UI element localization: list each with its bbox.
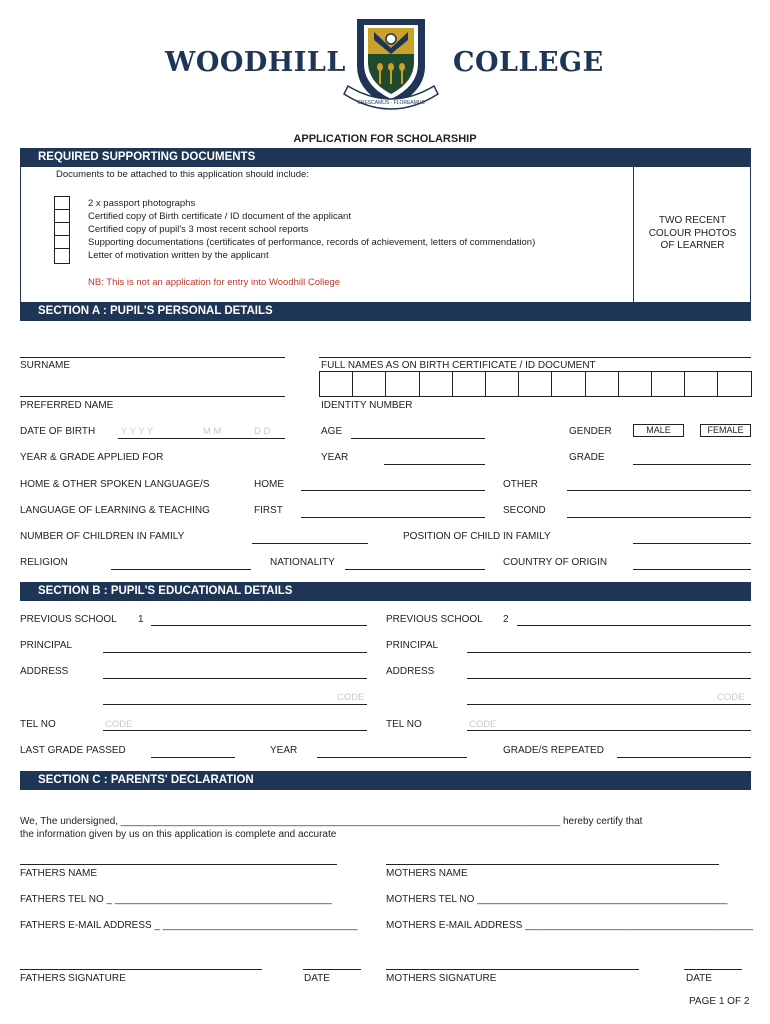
surname-label: SURNAME [20,360,71,371]
principal-2-label: PRINCIPAL [386,640,439,651]
mothers-date-line[interactable] [684,969,742,970]
tel-1-label: TEL NO [20,719,56,730]
last-grade-year-label: YEAR [270,745,298,756]
identity-number-cell[interactable] [352,371,386,397]
address-2-line-2[interactable] [467,704,751,705]
preferred-name-line[interactable] [20,396,285,397]
mothers-signature-label: MOTHERS SIGNATURE [386,973,497,984]
fathers-name-label: FATHERS NAME [20,868,98,879]
previous-school-1-number: 1 [138,614,144,625]
last-grade-year-line[interactable] [317,757,467,758]
home-label: HOME [254,479,284,490]
identity-number-cell[interactable] [717,371,751,397]
last-grade-label: LAST GRADE PASSED [20,745,126,756]
identity-number-cell[interactable] [618,371,652,397]
photos-label-line-3: OF LEARNER [660,240,725,251]
brand-name-left: WOODHILL [165,47,346,78]
declaration-text: We, The undersigned, _______________________________________________________________________________ hereby certify that [20,816,643,827]
mothers-tel-field[interactable]: MOTHERS TEL NO _____________________________________________ [386,894,728,905]
dob-line[interactable] [118,438,285,439]
address-2-line[interactable] [467,678,751,679]
checkbox-motivation-letter[interactable] [54,248,70,264]
identity-number-cell[interactable] [419,371,453,397]
brand-name-right: COLLEGE [453,47,604,78]
mothers-signature-line[interactable] [386,969,639,970]
gender-male-option[interactable]: MALE [633,424,684,437]
address-1-line-2[interactable] [103,704,367,705]
mothers-email-field[interactable]: MOTHERS E-MAIL ADDRESS _________________________________________ [386,920,754,931]
grade-label: GRADE [569,452,605,463]
college-crest-logo [336,14,446,118]
fathers-date-label: DATE [304,973,330,984]
fathers-name-line[interactable] [20,864,337,865]
identity-number-cell[interactable] [319,371,353,397]
section-header-documents: REQUIRED SUPPORTING DOCUMENTS [20,148,751,167]
first-language-line[interactable] [301,517,485,518]
fathers-tel-field[interactable]: FATHERS TEL NO _ _______________________________________ [20,894,332,905]
fathers-email-field[interactable]: FATHERS E-MAIL ADDRESS _ ___________________________________ [20,920,358,931]
tel-1-line[interactable] [103,730,367,731]
principal-1-label: PRINCIPAL [20,640,73,651]
fathers-date-line[interactable] [303,969,361,970]
previous-school-2-number: 2 [503,614,509,625]
page-number: PAGE 1 OF 2 [689,996,750,1007]
tel-2-label: TEL NO [386,719,422,730]
declaration-text-2: the information given by us on this application is complete and accurate [20,829,337,840]
identity-number-cell[interactable] [585,371,619,397]
checkbox-school-reports[interactable] [54,222,70,236]
fathers-signature-label: FATHERS SIGNATURE [20,973,126,984]
identity-number-cell[interactable] [651,371,685,397]
first-label: FIRST [254,505,283,516]
dob-day-hint: D D [254,426,271,437]
section-header-c: SECTION C : PARENTS' DECLARATION [20,771,751,790]
application-note: NB: This is not an application for entry into Woodhill College [88,277,341,288]
religion-line[interactable] [111,569,251,570]
identity-number-boxes[interactable] [319,371,751,397]
tel-2-line[interactable] [467,730,751,731]
nationality-line[interactable] [345,569,485,570]
year-label: YEAR [321,452,349,463]
child-position-line[interactable] [633,543,751,544]
country-label: COUNTRY OF ORIGIN [503,557,608,568]
preferred-name-label: PREFERRED NAME [20,400,114,411]
dob-month-hint: M M [203,426,222,437]
identity-number-cell[interactable] [385,371,419,397]
document-item: Supporting documentations (certificates of performance, records of achievement, letters of commendation) [88,237,536,248]
previous-school-1-line[interactable] [151,625,367,626]
mothers-name-label: MOTHERS NAME [386,868,468,879]
document-item: 2 x passport photographs [88,198,196,209]
last-grade-line[interactable] [151,757,235,758]
identity-number-cell[interactable] [551,371,585,397]
identity-number-cell[interactable] [485,371,519,397]
previous-school-2-label: PREVIOUS SCHOOL [386,614,483,625]
full-names-line[interactable] [319,357,751,358]
checkbox-supporting-docs[interactable] [54,235,70,249]
address-1-label: ADDRESS [20,666,69,677]
identity-number-cell[interactable] [452,371,486,397]
grade-line[interactable] [633,464,751,465]
child-position-label: POSITION OF CHILD IN FAMILY [403,531,551,542]
document-item: Letter of motivation written by the applicant [88,250,269,261]
fathers-signature-line[interactable] [20,969,262,970]
gender-label: GENDER [569,426,612,437]
principal-2-line[interactable] [467,652,751,653]
identity-number-label: IDENTITY NUMBER [321,400,413,411]
dob-year-hint: Y Y Y Y [121,426,154,437]
section-header-b: SECTION B : PUPIL'S EDUCATIONAL DETAILS [20,582,751,601]
learning-language-label: LANGUAGE OF LEARNING & TEACHING [20,505,210,516]
other-language-line[interactable] [567,490,751,491]
mothers-name-line[interactable] [386,864,719,865]
documents-intro: Documents to be attached to this application should include: [56,169,309,180]
children-count-line[interactable] [252,543,368,544]
home-language-line[interactable] [301,490,485,491]
document-item: Certified copy of pupil's 3 most recent school reports [88,224,309,235]
children-count-label: NUMBER OF CHILDREN IN FAMILY [20,531,185,542]
section-header-a: SECTION A : PUPIL'S PERSONAL DETAILS [20,302,751,321]
grades-repeated-label: GRADE/S REPEATED [503,745,604,756]
other-label: OTHER [503,479,538,490]
gender-female-option[interactable]: FEMALE [700,424,751,437]
tel-2-code-hint: CODE [469,719,497,730]
photos-label-line-1: TWO RECENT [658,215,727,226]
address-2-code-hint: CODE [717,692,745,703]
identity-number-cell[interactable] [684,371,718,397]
previous-school-1-label: PREVIOUS SCHOOL [20,614,117,625]
dob-label: DATE OF BIRTH [20,426,96,437]
address-2-label: ADDRESS [386,666,435,677]
age-line[interactable] [351,438,485,439]
previous-school-2-line[interactable] [517,625,751,626]
form-title: APPLICATION FOR SCHOLARSHIP [293,133,477,145]
identity-number-cell[interactable] [518,371,552,397]
second-label: SECOND [503,505,546,516]
second-language-line[interactable] [567,517,751,518]
age-label: AGE [321,426,343,437]
country-line[interactable] [633,569,751,570]
tel-1-code-hint: CODE [105,719,133,730]
religion-label: RELIGION [20,557,68,568]
address-1-code-hint: CODE [337,692,365,703]
mothers-date-label: DATE [686,973,712,984]
grades-repeated-line[interactable] [617,757,751,758]
principal-1-line[interactable] [103,652,367,653]
year-line[interactable] [384,464,485,465]
checkbox-passport[interactable] [54,196,70,210]
crest-motto: CRESCAMUS · FLOREAMUS [357,100,425,106]
surname-line[interactable] [20,357,285,358]
home-language-label: HOME & OTHER SPOKEN LANGUAGE/S [20,479,210,490]
document-item: Certified copy of Birth certificate / ID document of the applicant [88,211,351,222]
address-1-line[interactable] [103,678,367,679]
photos-label-line-2: COLOUR PHOTOS [648,228,737,239]
nationality-label: NATIONALITY [270,557,335,568]
year-grade-label: YEAR & GRADE APPLIED FOR [20,452,164,463]
checkbox-birth-certificate[interactable] [54,209,70,223]
full-names-label: FULL NAMES AS ON BIRTH CERTIFICATE / ID DOCUMENT [321,360,596,371]
